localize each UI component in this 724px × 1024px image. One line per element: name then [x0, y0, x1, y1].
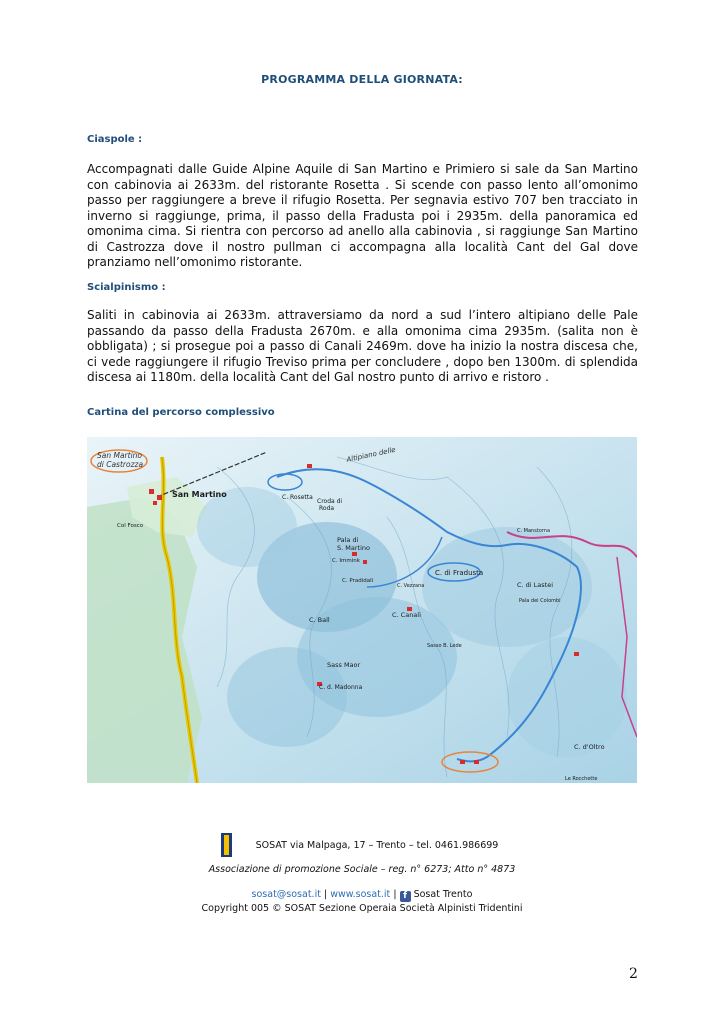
website-link[interactable]: www.sosat.it: [330, 889, 391, 900]
section-heading-ciaspole: Ciaspole :: [87, 134, 143, 145]
map-label-oltro: C. d'Oltro: [574, 743, 605, 751]
map-label-pala-2: S. Martino: [337, 544, 370, 552]
map-heading: Cartina del percorso complessivo: [87, 407, 275, 418]
page-title: PROGRAMMA DELLA GIORNATA:: [261, 73, 463, 86]
map-label-sass-maor: Sass Maor: [327, 661, 361, 669]
facebook-link[interactable]: Sosat Trento: [413, 889, 473, 900]
footer-association: Associazione di promozione Sociale – reg. n° 6273; Atto n° 4873: [208, 864, 516, 875]
map-label-san-martino-castrozza: San Martino: [97, 451, 143, 460]
email-link[interactable]: sosat@sosat.it: [251, 889, 321, 900]
map-label-pala: Pala di: [337, 536, 359, 544]
map-label-vezzana: C. Vezzana: [397, 583, 425, 589]
map-label-immink: C. Immink: [332, 558, 360, 564]
facebook-icon[interactable]: f: [400, 891, 411, 902]
map-label-canali: C. Canali: [392, 611, 421, 619]
map-label-san-martino: San Martino: [172, 490, 227, 499]
map-label-croda: Croda di: [317, 498, 343, 505]
section-heading-scialpinismo: Scialpinismo :: [87, 282, 166, 293]
footer-copyright: Copyright 005 © SOSAT Sezione Operaia Società Alpinisti Tridentini: [201, 903, 523, 914]
map-label-altipiano: Altipiano delle: [345, 445, 397, 464]
map-label-fradusta: C. di Fradusta: [435, 569, 484, 577]
footer-separator-1: |: [320, 889, 331, 900]
map-label-pala-colombi: Pala dei Colombi: [519, 598, 561, 604]
section-text-scialpinismo: Saliti in cabinovia ai 2633m. attraversiamo da nord a sud l’intero altipiano delle Pale passando da passo della Fradusta 2670m. e alla omonima cima 2935m. (salita non è obbligata) ; si prosegue poi a passo di Canali 2469m. dove ha inizio la nostra discesa che, ci vede raggiungere il rifugio Treviso prima per concludere , dopo ben 1300m. di splendida discesa ai 1180m. della località Cant del Gal nostro punto di arrivo e ristoro .: [87, 308, 638, 384]
map-label-ball: C. Ball: [309, 616, 330, 624]
map-label-manstorna: C. Manstorna: [517, 528, 551, 534]
map-label-rocchetta: Le Rocchette: [565, 776, 598, 782]
map-label-pradidali: C. Pradidali: [342, 578, 374, 584]
route-map: [87, 437, 637, 783]
footer-address: SOSAT via Malpaga, 17 – Trento – tel. 0461.986699: [255, 840, 499, 851]
section-text-ciaspole: Accompagnati dalle Guide Alpine Aquile di San Martino e Primiero si sale da San Martino con cabinovia ai 2633m. del ristorante Rosetta . Si scende con passo lento all’omonimo passo per raggiungere a breve il rifugio Rosetta. Per segnavia estivo 707 ben tracciato in inverno si raggiunge, prima, il passo della Fradusta poi i 2935m. della panoramica ed omonima cima. Si rientra con percorso ad anello alla cabinovia , si raggiunge San Martino di Castrozza dove il nostro pullman ci accompagna alla località Cant del Gal dove pranziamo nell’omonimo ristorante.: [87, 162, 638, 269]
map-label-lastei: C. di Lastei: [517, 581, 554, 589]
map-label-san-martino-castrozza-2: di Castrozza: [97, 460, 144, 469]
map-label-madonna: C. d. Madonna: [319, 684, 363, 691]
map-label-sass-lede: Sasso B. Lede: [427, 643, 462, 649]
footer-links: [0, 889, 724, 902]
map-label-cercera: Col Fosco: [117, 523, 144, 529]
footer-separator-2: |: [390, 889, 400, 900]
map-label-croda-2: Roda: [319, 505, 335, 512]
page-number: 2: [629, 966, 638, 982]
map-label-rosetta: C. Rosetta: [282, 494, 313, 501]
